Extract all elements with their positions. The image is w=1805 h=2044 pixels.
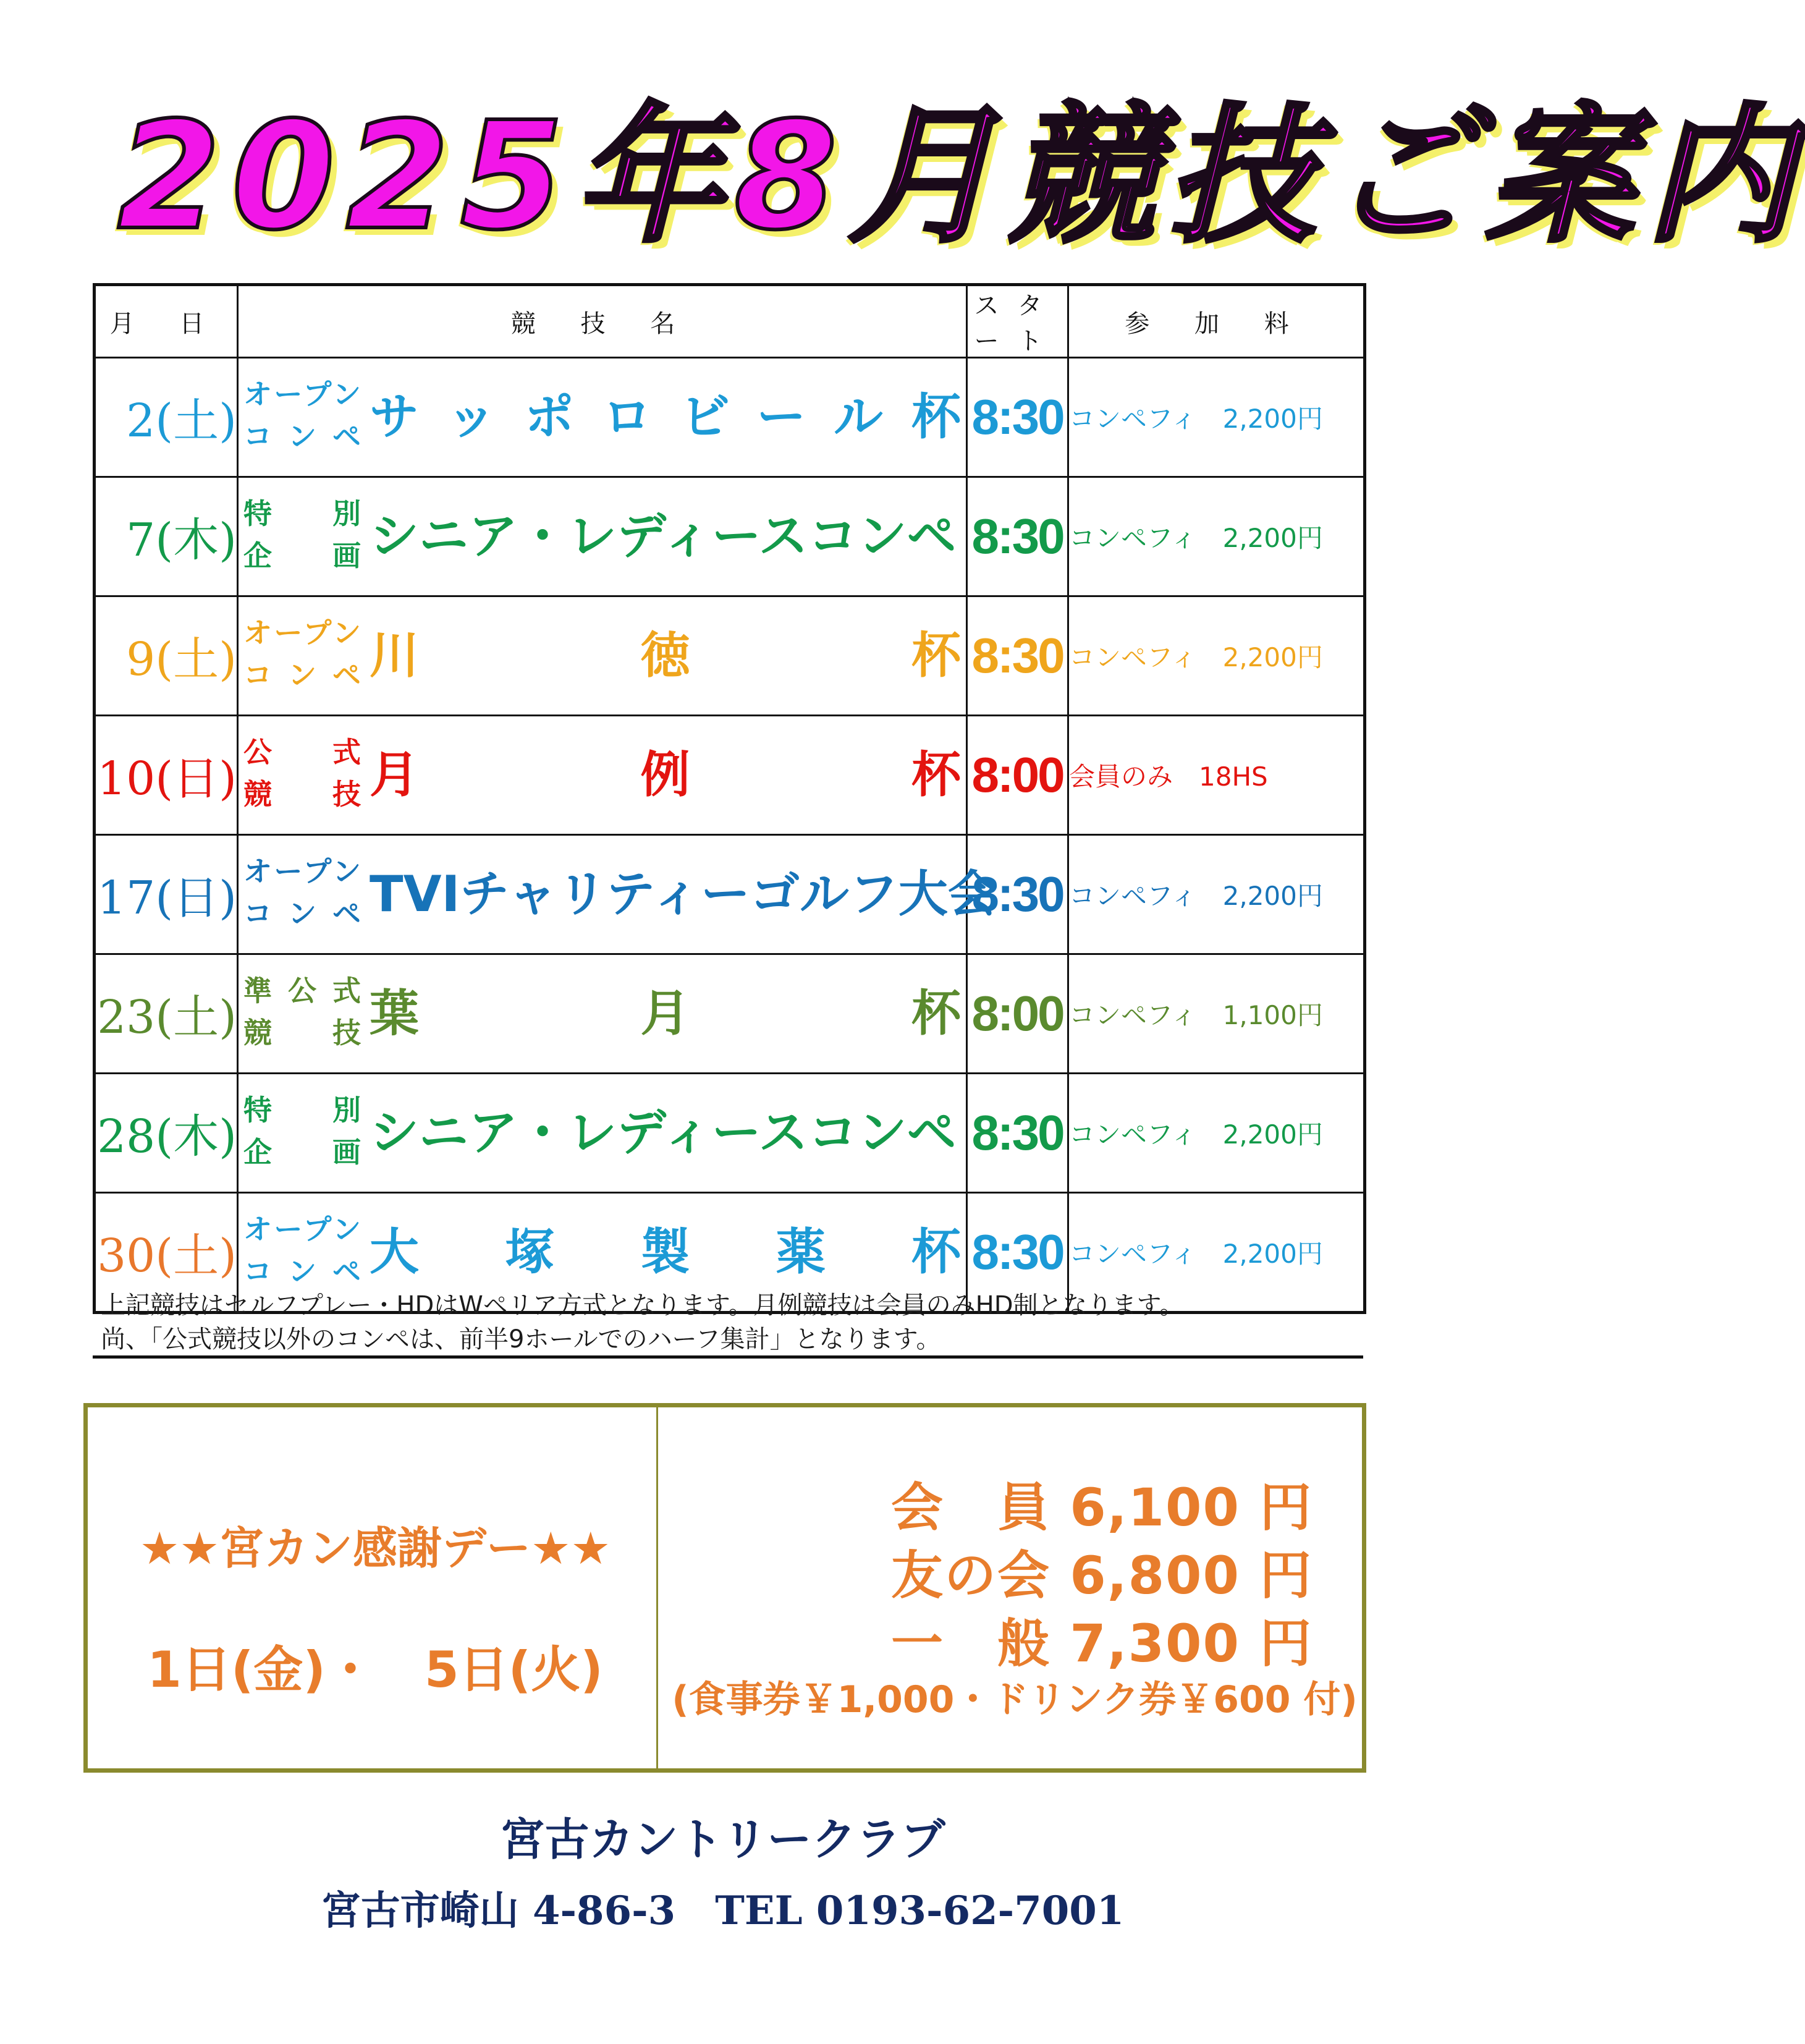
- row-category: [243, 850, 361, 935]
- header-date: 月 日: [95, 285, 238, 358]
- row-category-line-2: 企 画: [243, 539, 361, 572]
- row-category: [243, 493, 361, 577]
- competition-table: [93, 283, 1366, 1314]
- header-fee: 参 加 料: [1068, 285, 1365, 358]
- row-date: 9(土): [95, 596, 238, 716]
- table-row: [95, 954, 1365, 1074]
- row-fee: コンペフィ 2,200円: [1068, 358, 1365, 477]
- row-category: [243, 373, 361, 457]
- price-includes: (食事券￥1,000・ドリンク券￥600 付): [672, 1678, 1358, 1721]
- price-member: 会 員 6,100 円: [891, 1477, 1313, 1538]
- row-competition-name: サッポロビール杯: [370, 388, 961, 446]
- row-category: [243, 1089, 361, 1173]
- row-start-time: 8:30: [967, 358, 1068, 477]
- row-date: 17(日): [95, 835, 238, 954]
- club-address: 宮古市崎山 4-86-3 TEL 0193-62-7001: [321, 1888, 1125, 1934]
- price-friend: 友の会 6,800 円: [891, 1545, 1313, 1606]
- thanks-day-title: ★★宮カン感謝デー★★: [139, 1522, 611, 1574]
- row-start-time: 8:00: [967, 954, 1068, 1074]
- divider-line: [93, 1355, 1363, 1359]
- table-row: [95, 716, 1365, 835]
- row-start-time: 8:30: [967, 477, 1068, 596]
- row-category-line-2: コンペ: [243, 658, 361, 692]
- box-divider: [656, 1407, 658, 1768]
- row-competition-name: TVIチャリティーゴルフ大会: [370, 865, 997, 923]
- row-category-line-1: 特 別: [243, 1093, 361, 1127]
- row-name-cell: [238, 1074, 967, 1193]
- table-row: [95, 477, 1365, 596]
- row-start-time: 8:00: [967, 716, 1068, 835]
- row-fee: コンペフィ 2,200円: [1068, 1074, 1365, 1193]
- row-name-cell: [238, 954, 967, 1074]
- club-name: 宮古カントリークラブ: [500, 1813, 945, 1865]
- row-fee: コンペフィ 2,200円: [1068, 1193, 1365, 1313]
- row-date: 2(土): [95, 358, 238, 477]
- row-category: [243, 1208, 361, 1292]
- thanks-day-dates: 1日(金)・ 5日(火): [147, 1641, 603, 1698]
- table-row: [95, 835, 1365, 954]
- row-category-line-2: 競 技: [243, 778, 361, 811]
- row-category-line-2: コンペ: [243, 897, 361, 930]
- row-category: [243, 612, 361, 696]
- note-line-2: 尚、「公式競技以外のコンペは、前半9ホールでのハーフ集計」となります。: [101, 1325, 941, 1354]
- row-start-time: 8:30: [967, 1193, 1068, 1313]
- row-fee: コンペフィ 2,200円: [1068, 835, 1365, 954]
- row-competition-name: 葉月杯: [370, 985, 961, 1042]
- row-name-cell: [238, 716, 967, 835]
- table-row: [95, 358, 1365, 477]
- row-category-line-2: 競 技: [243, 1016, 361, 1050]
- header-start: スタート: [967, 285, 1068, 358]
- row-category: [243, 970, 361, 1054]
- row-fee: コンペフィ 1,100円: [1068, 954, 1365, 1074]
- row-name-cell: [238, 835, 997, 954]
- row-competition-name: 川徳杯: [370, 627, 961, 684]
- thanks-day-box: [83, 1403, 1366, 1773]
- row-category-line-1: オープン: [243, 1213, 361, 1246]
- row-category-line-1: 特 別: [243, 497, 361, 530]
- row-start-time: 8:30: [967, 596, 1068, 716]
- row-fee: コンペフィ 2,200円: [1068, 477, 1365, 596]
- row-category-line-1: オープン: [243, 378, 361, 411]
- note-line-1: 上記競技はセルフプレー・HDはWペリア方式となります。月例競技は会員のみHD制となります。: [101, 1291, 1185, 1320]
- row-competition-name: 大塚製薬杯: [370, 1223, 961, 1281]
- row-category-line-1: オープン: [243, 616, 361, 650]
- row-category-line-1: 公 式: [243, 736, 361, 769]
- row-date: 28(木): [95, 1074, 238, 1193]
- page-title: 2025年8月競技ご案内: [117, 90, 1805, 263]
- row-competition-name: シニア・レディースコンペ: [370, 507, 957, 565]
- row-competition-name: 月例杯: [370, 746, 961, 804]
- row-category-line-2: コンペ: [243, 420, 361, 453]
- row-start-time: 8:30: [967, 835, 1068, 954]
- row-category: [243, 731, 361, 815]
- table-row: [95, 596, 1365, 716]
- table-header-row: [95, 285, 1365, 358]
- row-date: 30(土): [95, 1193, 238, 1313]
- row-date: 7(木): [95, 477, 238, 596]
- header-name: 競 技 名: [238, 285, 967, 358]
- row-category-line-2: 企 画: [243, 1135, 361, 1169]
- row-fee: コンペフィ 2,200円: [1068, 596, 1365, 716]
- price-general: 一 般 7,300 円: [891, 1613, 1313, 1674]
- row-start-time: 8:30: [967, 1074, 1068, 1193]
- row-category-line-1: オープン: [243, 855, 361, 888]
- row-name-cell: [238, 477, 967, 596]
- table-row: [95, 1074, 1365, 1193]
- row-competition-name: シニア・レディースコンペ: [370, 1104, 957, 1161]
- row-category-line-1: 準公式: [243, 974, 361, 1007]
- row-date: 23(土): [95, 954, 238, 1074]
- row-date: 10(日): [95, 716, 238, 835]
- row-name-cell: [238, 596, 967, 716]
- row-fee: 会員のみ 18HS: [1068, 716, 1365, 835]
- row-category-line-2: コンペ: [243, 1255, 361, 1288]
- row-name-cell: [238, 358, 967, 477]
- competition-rows: [95, 358, 1365, 1313]
